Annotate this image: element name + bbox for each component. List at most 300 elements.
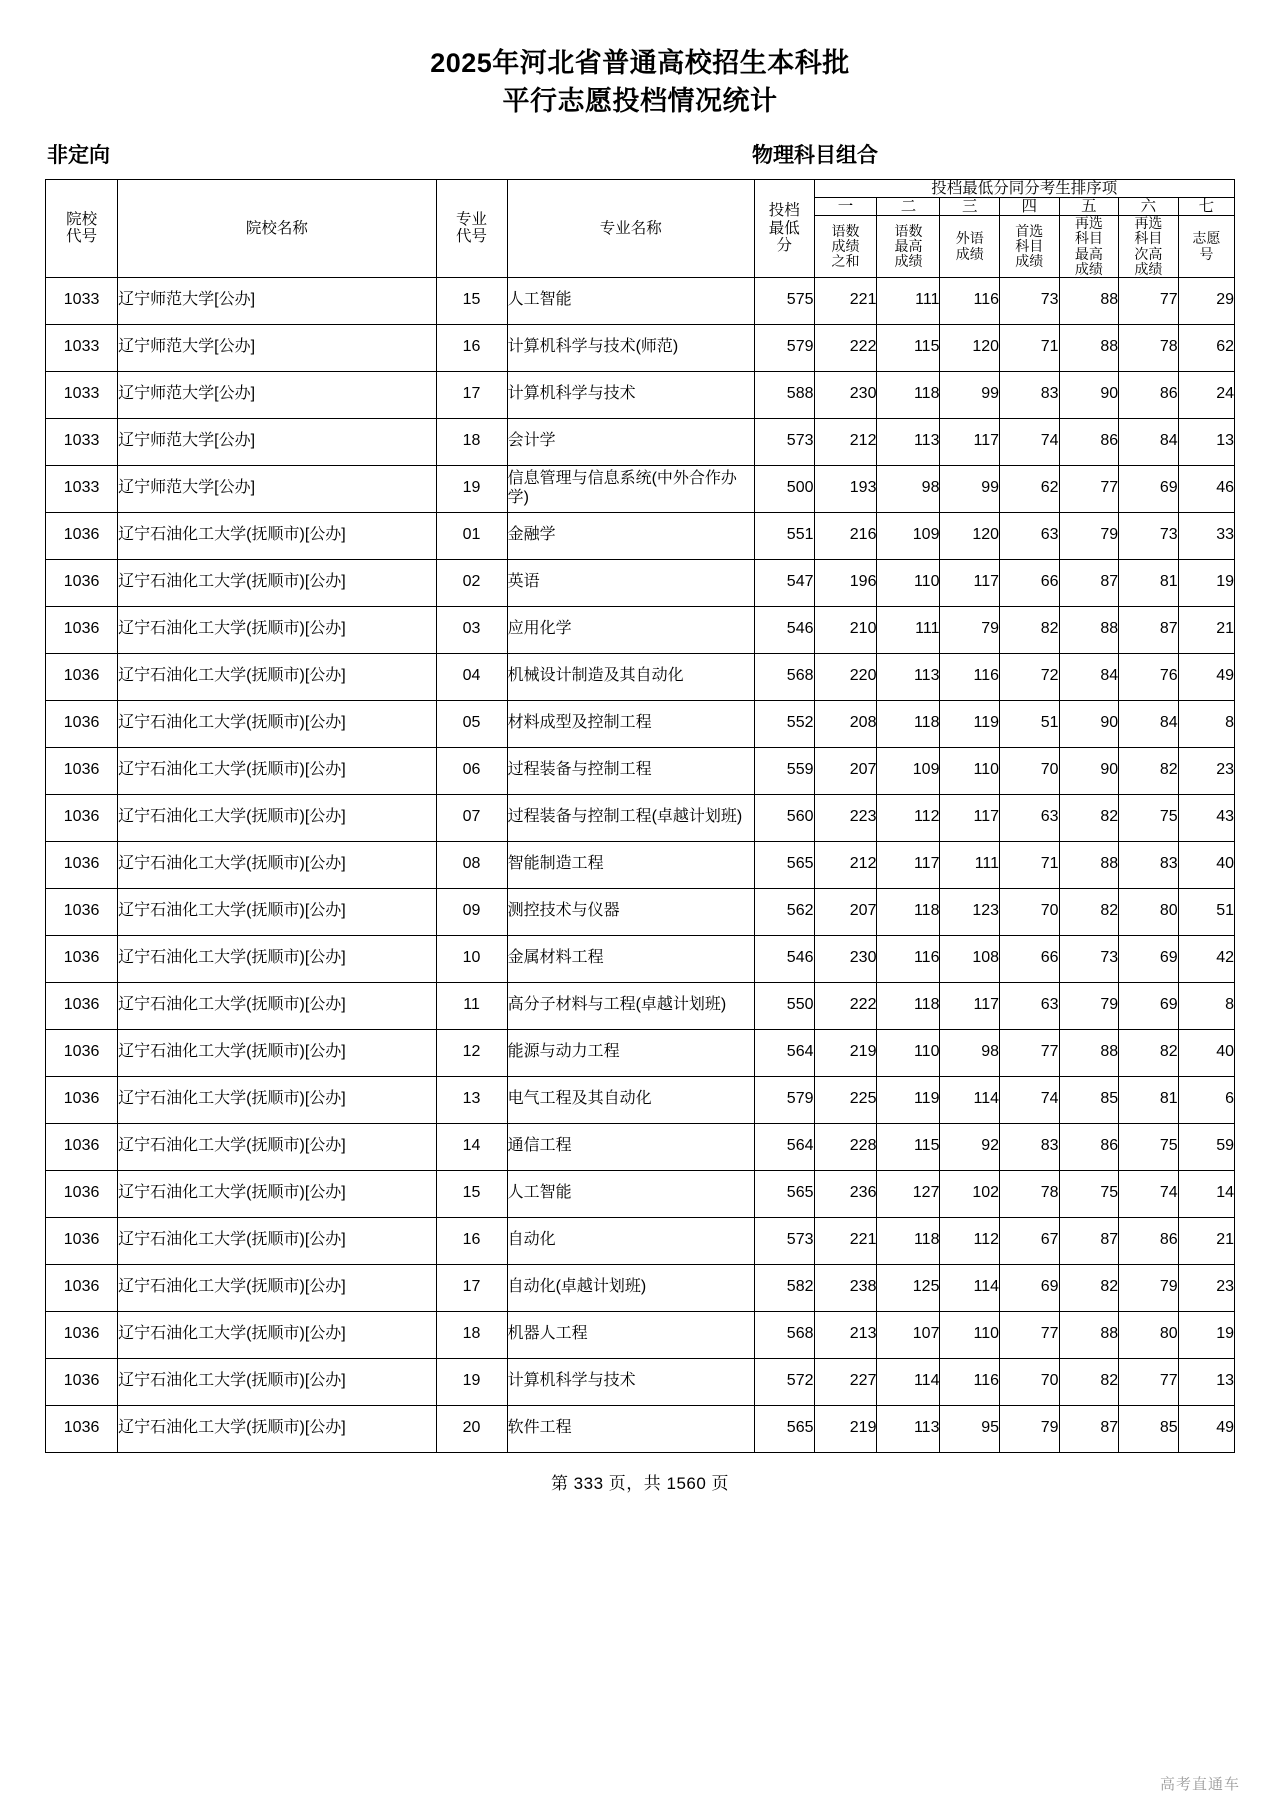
cell-rank-4: 72 (1000, 653, 1060, 700)
cell-rank-4: 77 (1000, 1029, 1060, 1076)
cell-rank-1: 230 (814, 371, 877, 418)
cell-rank-6: 73 (1119, 512, 1179, 559)
cell-rank-6: 77 (1119, 1358, 1179, 1405)
th-min-score: 投档 最低 分 (754, 179, 814, 277)
cell-school-name: 辽宁石油化工大学(抚顺市)[公办] (118, 747, 436, 794)
cell-rank-2: 114 (877, 1358, 940, 1405)
cell-rank-3: 92 (940, 1123, 1000, 1170)
cell-school-code: 1033 (46, 324, 118, 371)
table-row (46, 841, 1235, 888)
cell-rank-4: 66 (1000, 559, 1060, 606)
cell-rank-3: 98 (940, 1029, 1000, 1076)
cell-rank-3: 117 (940, 418, 1000, 465)
cell-school-name: 辽宁石油化工大学(抚顺市)[公办] (118, 1405, 436, 1452)
cell-rank-1: 221 (814, 1217, 877, 1264)
cell-min-score: 575 (754, 277, 814, 324)
cell-major-code: 19 (436, 1358, 507, 1405)
table-row (46, 418, 1235, 465)
cell-school-code: 1036 (46, 653, 118, 700)
page-title-line1: 2025年河北省普通高校招生本科批 (430, 48, 850, 78)
cell-min-score: 579 (754, 324, 814, 371)
cell-rank-6: 79 (1119, 1264, 1179, 1311)
cell-major-code: 18 (436, 418, 507, 465)
cell-rank-6: 76 (1119, 653, 1179, 700)
cell-rank-4: 73 (1000, 277, 1060, 324)
cell-rank-1: 223 (814, 794, 877, 841)
cell-major-name: 高分子材料与工程(卓越计划班) (507, 982, 754, 1029)
cell-rank-2: 113 (877, 653, 940, 700)
cell-rank-3: 116 (940, 653, 1000, 700)
table-row (46, 700, 1235, 747)
cell-school-code: 1036 (46, 606, 118, 653)
cell-rank-5: 87 (1059, 559, 1119, 606)
cell-min-score: 573 (754, 418, 814, 465)
cell-min-score: 572 (754, 1358, 814, 1405)
cell-rank-5: 85 (1059, 1076, 1119, 1123)
cell-rank-1: 193 (814, 465, 877, 512)
table-row (46, 982, 1235, 1029)
cell-rank-2: 118 (877, 888, 940, 935)
cell-rank-6: 83 (1119, 841, 1179, 888)
cell-rank-1: 238 (814, 1264, 877, 1311)
cell-school-code: 1036 (46, 1311, 118, 1358)
cell-rank-6: 82 (1119, 1029, 1179, 1076)
cell-min-score: 579 (754, 1076, 814, 1123)
table-row (46, 794, 1235, 841)
cell-rank-4: 79 (1000, 1405, 1060, 1452)
cell-rank-5: 87 (1059, 1405, 1119, 1452)
cell-rank-2: 109 (877, 512, 940, 559)
cell-rank-6: 86 (1119, 1217, 1179, 1264)
cell-major-name: 能源与动力工程 (507, 1029, 754, 1076)
cell-rank-6: 69 (1119, 935, 1179, 982)
cell-rank-2: 111 (877, 606, 940, 653)
cell-rank-6: 78 (1119, 324, 1179, 371)
cell-min-score: 559 (754, 747, 814, 794)
cell-rank-1: 236 (814, 1170, 877, 1217)
cell-rank-7: 59 (1178, 1123, 1234, 1170)
cell-rank-1: 219 (814, 1405, 877, 1452)
cell-rank-5: 90 (1059, 371, 1119, 418)
cell-major-code: 17 (436, 371, 507, 418)
table-row (46, 1170, 1235, 1217)
th-major-name: 专业名称 (507, 179, 754, 277)
cell-rank-1: 230 (814, 935, 877, 982)
cell-rank-3: 123 (940, 888, 1000, 935)
cell-rank-5: 86 (1059, 1123, 1119, 1170)
cell-major-name: 会计学 (507, 418, 754, 465)
cell-rank-1: 212 (814, 841, 877, 888)
cell-major-code: 01 (436, 512, 507, 559)
cell-rank-7: 13 (1178, 1358, 1234, 1405)
page-title (45, 44, 1235, 121)
page-footer: 第 333 页，共 1560 页 (550, 1473, 730, 1493)
cell-rank-2: 118 (877, 982, 940, 1029)
cell-school-name: 辽宁师范大学[公办] (118, 277, 436, 324)
cell-rank-3: 116 (940, 277, 1000, 324)
cell-rank-2: 113 (877, 1405, 940, 1452)
cell-rank-7: 40 (1178, 1029, 1234, 1076)
cell-rank-6: 87 (1119, 606, 1179, 653)
cell-major-name: 应用化学 (507, 606, 754, 653)
cell-rank-1: 220 (814, 653, 877, 700)
cell-school-name: 辽宁石油化工大学(抚顺市)[公办] (118, 512, 436, 559)
cell-school-name: 辽宁师范大学[公办] (118, 324, 436, 371)
cell-rank-4: 74 (1000, 1076, 1060, 1123)
cell-school-code: 1033 (46, 465, 118, 512)
th-sub-1: 语数 成绩 之和 (814, 216, 877, 277)
cell-rank-6: 74 (1119, 1170, 1179, 1217)
cell-school-name: 辽宁石油化工大学(抚顺市)[公办] (118, 1076, 436, 1123)
cell-rank-2: 112 (877, 794, 940, 841)
th-sub-7: 志愿 号 (1178, 216, 1234, 277)
cell-rank-2: 116 (877, 935, 940, 982)
cell-rank-2: 111 (877, 277, 940, 324)
cell-major-name: 机器人工程 (507, 1311, 754, 1358)
cell-major-code: 12 (436, 1029, 507, 1076)
th-school-code: 院校 代号 (46, 179, 118, 277)
cell-rank-4: 71 (1000, 324, 1060, 371)
cell-major-code: 13 (436, 1076, 507, 1123)
cell-rank-2: 113 (877, 418, 940, 465)
cell-rank-2: 118 (877, 371, 940, 418)
cell-rank-1: 221 (814, 277, 877, 324)
cell-major-name: 人工智能 (507, 277, 754, 324)
cell-school-code: 1033 (46, 277, 118, 324)
cell-rank-7: 8 (1178, 982, 1234, 1029)
cell-major-code: 16 (436, 324, 507, 371)
cell-rank-6: 84 (1119, 418, 1179, 465)
cell-major-name: 计算机科学与技术 (507, 371, 754, 418)
cell-major-code: 14 (436, 1123, 507, 1170)
cell-rank-2: 118 (877, 700, 940, 747)
cell-major-name: 信息管理与信息系统(中外合作办学) (507, 465, 754, 512)
cell-major-code: 19 (436, 465, 507, 512)
cell-rank-3: 114 (940, 1264, 1000, 1311)
cell-rank-5: 73 (1059, 935, 1119, 982)
cell-min-score: 550 (754, 982, 814, 1029)
cell-rank-2: 110 (877, 559, 940, 606)
cell-rank-4: 70 (1000, 747, 1060, 794)
table-row (46, 1405, 1235, 1452)
cell-major-name: 自动化 (507, 1217, 754, 1264)
cell-school-name: 辽宁师范大学[公办] (118, 371, 436, 418)
th-rank-num-1: 一 (814, 198, 877, 216)
cell-rank-7: 42 (1178, 935, 1234, 982)
cell-school-name: 辽宁石油化工大学(抚顺市)[公办] (118, 606, 436, 653)
cell-rank-3: 95 (940, 1405, 1000, 1452)
table-row (46, 1311, 1235, 1358)
cell-rank-2: 115 (877, 1123, 940, 1170)
cell-min-score: 565 (754, 1405, 814, 1452)
th-sub-6: 再选 科目 次高 成绩 (1119, 216, 1179, 277)
cell-school-code: 1036 (46, 1358, 118, 1405)
cell-school-name: 辽宁石油化工大学(抚顺市)[公办] (118, 1123, 436, 1170)
cell-school-code: 1036 (46, 841, 118, 888)
cell-rank-6: 77 (1119, 277, 1179, 324)
cell-rank-5: 88 (1059, 841, 1119, 888)
cell-rank-2: 110 (877, 1029, 940, 1076)
cell-rank-7: 49 (1178, 1405, 1234, 1452)
th-rank-num-5: 五 (1059, 198, 1119, 216)
admission-score-table (45, 179, 1235, 1453)
cell-rank-5: 88 (1059, 1311, 1119, 1358)
cell-rank-4: 69 (1000, 1264, 1060, 1311)
cell-rank-5: 88 (1059, 324, 1119, 371)
cell-rank-7: 8 (1178, 700, 1234, 747)
cell-rank-7: 6 (1178, 1076, 1234, 1123)
cell-rank-3: 119 (940, 700, 1000, 747)
cell-major-name: 计算机科学与技术(师范) (507, 324, 754, 371)
cell-min-score: 588 (754, 371, 814, 418)
cell-rank-2: 109 (877, 747, 940, 794)
cell-school-name: 辽宁石油化工大学(抚顺市)[公办] (118, 841, 436, 888)
cell-rank-6: 86 (1119, 371, 1179, 418)
cell-rank-5: 82 (1059, 794, 1119, 841)
cell-rank-3: 99 (940, 371, 1000, 418)
cell-school-code: 1036 (46, 888, 118, 935)
cell-rank-7: 19 (1178, 559, 1234, 606)
cell-rank-3: 120 (940, 512, 1000, 559)
cell-rank-5: 88 (1059, 1029, 1119, 1076)
cell-rank-6: 75 (1119, 1123, 1179, 1170)
watermark: 高考直通车 (1159, 1776, 1240, 1793)
cell-rank-7: 62 (1178, 324, 1234, 371)
cell-school-name: 辽宁石油化工大学(抚顺市)[公办] (118, 559, 436, 606)
cell-school-code: 1036 (46, 982, 118, 1029)
cell-rank-3: 79 (940, 606, 1000, 653)
cell-rank-7: 49 (1178, 653, 1234, 700)
cell-school-name: 辽宁师范大学[公办] (118, 418, 436, 465)
cell-rank-7: 14 (1178, 1170, 1234, 1217)
subheader-subject-group: 物理科目组合 (752, 143, 878, 167)
cell-rank-6: 80 (1119, 1311, 1179, 1358)
cell-school-code: 1036 (46, 1217, 118, 1264)
cell-rank-5: 77 (1059, 465, 1119, 512)
cell-rank-4: 77 (1000, 1311, 1060, 1358)
cell-rank-1: 207 (814, 888, 877, 935)
cell-min-score: 568 (754, 653, 814, 700)
cell-major-code: 06 (436, 747, 507, 794)
cell-major-name: 计算机科学与技术 (507, 1358, 754, 1405)
table-header-row-1 (46, 179, 1235, 197)
table-row (46, 324, 1235, 371)
cell-rank-1: 210 (814, 606, 877, 653)
table-row (46, 1029, 1235, 1076)
cell-rank-2: 98 (877, 465, 940, 512)
cell-rank-3: 116 (940, 1358, 1000, 1405)
cell-major-code: 18 (436, 1311, 507, 1358)
cell-school-code: 1033 (46, 418, 118, 465)
cell-school-name: 辽宁石油化工大学(抚顺市)[公办] (118, 1217, 436, 1264)
cell-rank-7: 23 (1178, 1264, 1234, 1311)
cell-rank-4: 51 (1000, 700, 1060, 747)
cell-major-name: 材料成型及控制工程 (507, 700, 754, 747)
cell-major-code: 15 (436, 277, 507, 324)
cell-rank-5: 82 (1059, 1264, 1119, 1311)
cell-major-name: 人工智能 (507, 1170, 754, 1217)
cell-rank-6: 69 (1119, 982, 1179, 1029)
cell-school-code: 1036 (46, 1264, 118, 1311)
cell-rank-4: 63 (1000, 794, 1060, 841)
cell-rank-1: 228 (814, 1123, 877, 1170)
table-body (46, 277, 1235, 1452)
cell-rank-2: 127 (877, 1170, 940, 1217)
cell-school-code: 1036 (46, 700, 118, 747)
cell-major-name: 过程装备与控制工程 (507, 747, 754, 794)
cell-school-name: 辽宁石油化工大学(抚顺市)[公办] (118, 888, 436, 935)
cell-rank-7: 21 (1178, 606, 1234, 653)
cell-min-score: 546 (754, 606, 814, 653)
cell-school-code: 1036 (46, 1123, 118, 1170)
cell-school-name: 辽宁石油化工大学(抚顺市)[公办] (118, 982, 436, 1029)
cell-major-code: 04 (436, 653, 507, 700)
table-row (46, 1076, 1235, 1123)
th-school-name: 院校名称 (118, 179, 436, 277)
cell-min-score: 551 (754, 512, 814, 559)
cell-rank-1: 212 (814, 418, 877, 465)
th-sub-3: 外语 成绩 (940, 216, 1000, 277)
th-sub-5: 再选 科目 最高 成绩 (1059, 216, 1119, 277)
cell-rank-4: 74 (1000, 418, 1060, 465)
cell-school-name: 辽宁石油化工大学(抚顺市)[公办] (118, 1311, 436, 1358)
cell-rank-5: 82 (1059, 1358, 1119, 1405)
cell-major-code: 20 (436, 1405, 507, 1452)
cell-rank-6: 75 (1119, 794, 1179, 841)
th-rank-num-3: 三 (940, 198, 1000, 216)
cell-school-name: 辽宁石油化工大学(抚顺市)[公办] (118, 935, 436, 982)
page-title-line2: 平行志愿投档情况统计 (502, 86, 778, 117)
cell-major-code: 09 (436, 888, 507, 935)
cell-rank-4: 70 (1000, 1358, 1060, 1405)
cell-major-name: 过程装备与控制工程(卓越计划班) (507, 794, 754, 841)
cell-rank-3: 102 (940, 1170, 1000, 1217)
cell-rank-4: 71 (1000, 841, 1060, 888)
cell-rank-2: 115 (877, 324, 940, 371)
cell-rank-4: 82 (1000, 606, 1060, 653)
cell-rank-4: 70 (1000, 888, 1060, 935)
cell-rank-6: 85 (1119, 1405, 1179, 1452)
cell-major-code: 17 (436, 1264, 507, 1311)
cell-rank-4: 83 (1000, 371, 1060, 418)
table-row (46, 1264, 1235, 1311)
table-row (46, 277, 1235, 324)
table-header (46, 179, 1235, 277)
cell-major-name: 软件工程 (507, 1405, 754, 1452)
cell-school-name: 辽宁石油化工大学(抚顺市)[公办] (118, 1029, 436, 1076)
cell-major-code: 02 (436, 559, 507, 606)
cell-school-code: 1036 (46, 1076, 118, 1123)
cell-school-code: 1036 (46, 747, 118, 794)
table-row (46, 512, 1235, 559)
cell-min-score: 582 (754, 1264, 814, 1311)
cell-min-score: 565 (754, 841, 814, 888)
cell-rank-6: 82 (1119, 747, 1179, 794)
table-row (46, 1217, 1235, 1264)
cell-major-name: 通信工程 (507, 1123, 754, 1170)
cell-major-code: 11 (436, 982, 507, 1029)
cell-rank-7: 33 (1178, 512, 1234, 559)
subheader (45, 139, 1235, 169)
th-rank-num-4: 四 (1000, 198, 1060, 216)
cell-major-name: 智能制造工程 (507, 841, 754, 888)
cell-school-code: 1036 (46, 935, 118, 982)
cell-rank-1: 196 (814, 559, 877, 606)
cell-rank-7: 24 (1178, 371, 1234, 418)
table-row (46, 747, 1235, 794)
cell-rank-6: 81 (1119, 559, 1179, 606)
cell-rank-5: 87 (1059, 1217, 1119, 1264)
cell-rank-2: 117 (877, 841, 940, 888)
table-row (46, 559, 1235, 606)
cell-rank-7: 46 (1178, 465, 1234, 512)
cell-rank-4: 67 (1000, 1217, 1060, 1264)
th-major-code: 专业 代号 (436, 179, 507, 277)
cell-rank-1: 227 (814, 1358, 877, 1405)
cell-major-name: 自动化(卓越计划班) (507, 1264, 754, 1311)
table-row (46, 606, 1235, 653)
cell-rank-7: 19 (1178, 1311, 1234, 1358)
th-sub-2: 语数 最高 成绩 (877, 216, 940, 277)
cell-rank-3: 112 (940, 1217, 1000, 1264)
cell-rank-3: 110 (940, 747, 1000, 794)
cell-rank-7: 29 (1178, 277, 1234, 324)
cell-major-code: 16 (436, 1217, 507, 1264)
cell-rank-5: 88 (1059, 277, 1119, 324)
cell-rank-1: 207 (814, 747, 877, 794)
cell-school-name: 辽宁石油化工大学(抚顺市)[公办] (118, 1358, 436, 1405)
cell-school-code: 1036 (46, 794, 118, 841)
cell-rank-5: 82 (1059, 888, 1119, 935)
cell-min-score: 562 (754, 888, 814, 935)
cell-school-name: 辽宁石油化工大学(抚顺市)[公办] (118, 1264, 436, 1311)
cell-rank-1: 225 (814, 1076, 877, 1123)
cell-major-name: 金属材料工程 (507, 935, 754, 982)
cell-school-code: 1036 (46, 559, 118, 606)
cell-rank-5: 88 (1059, 606, 1119, 653)
cell-major-code: 15 (436, 1170, 507, 1217)
cell-rank-6: 69 (1119, 465, 1179, 512)
table-row (46, 371, 1235, 418)
cell-rank-7: 13 (1178, 418, 1234, 465)
cell-rank-4: 62 (1000, 465, 1060, 512)
cell-rank-5: 79 (1059, 512, 1119, 559)
cell-min-score: 564 (754, 1029, 814, 1076)
cell-major-code: 10 (436, 935, 507, 982)
cell-min-score: 568 (754, 1311, 814, 1358)
cell-rank-3: 117 (940, 982, 1000, 1029)
cell-min-score: 564 (754, 1123, 814, 1170)
cell-major-code: 05 (436, 700, 507, 747)
cell-rank-3: 120 (940, 324, 1000, 371)
cell-min-score: 565 (754, 1170, 814, 1217)
cell-rank-4: 83 (1000, 1123, 1060, 1170)
cell-rank-2: 125 (877, 1264, 940, 1311)
cell-rank-7: 51 (1178, 888, 1234, 935)
cell-school-code: 1033 (46, 371, 118, 418)
cell-rank-5: 75 (1059, 1170, 1119, 1217)
cell-rank-1: 222 (814, 982, 877, 1029)
cell-major-code: 07 (436, 794, 507, 841)
cell-school-name: 辽宁石油化工大学(抚顺市)[公办] (118, 653, 436, 700)
cell-major-name: 金融学 (507, 512, 754, 559)
th-rank-group: 投档最低分同分考生排序项 (814, 179, 1235, 197)
cell-rank-5: 79 (1059, 982, 1119, 1029)
cell-rank-5: 86 (1059, 418, 1119, 465)
cell-school-code: 1036 (46, 1405, 118, 1452)
th-rank-num-7: 七 (1178, 198, 1234, 216)
cell-rank-3: 117 (940, 559, 1000, 606)
